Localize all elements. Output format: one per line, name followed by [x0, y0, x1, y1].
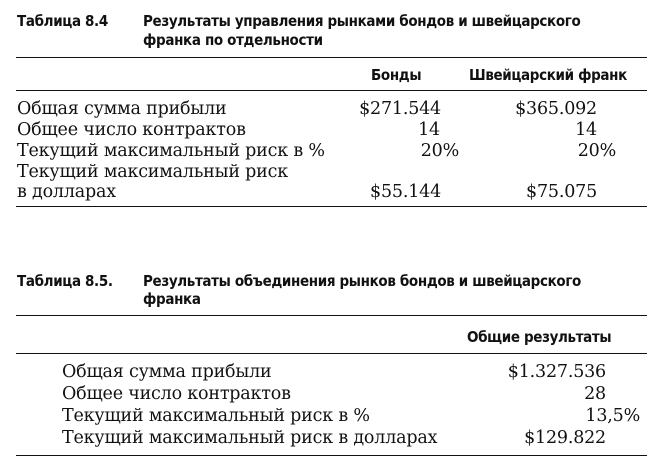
table-1-row-label: Общее число контрактов: [17, 120, 246, 140]
table-2-title-line-1: Результаты объединения рынков бондов и швейцарского: [143, 272, 581, 290]
table-2-row-label: Общее число контрактов: [62, 384, 291, 404]
table-1-cell-franc: 20%: [577, 141, 616, 161]
table-1-cell-franc: $75.075: [526, 182, 597, 202]
table-2-cell-total: 13,5%: [585, 406, 640, 426]
table-1-row-label: Текущий максимальный риск в %: [17, 141, 325, 161]
table-1-cell-bonds: 14: [418, 120, 440, 140]
table-1-header-rule: [16, 90, 647, 91]
table-1-row-label: Общая сумма прибыли: [17, 99, 227, 119]
table-2-bottom-rule: [16, 455, 647, 456]
table-2-cell-total: 28: [584, 384, 606, 404]
table-2-col-header-total: Общие результаты: [467, 328, 612, 346]
table-2-row-label: Текущий максимальный риск в долларах: [62, 428, 438, 448]
table-2-title-line-2: франка: [143, 290, 201, 308]
table-2-row-label: Текущий максимальный риск в %: [62, 406, 370, 426]
table-1-cell-bonds: $55.144: [370, 182, 441, 202]
table-2-top-rule: [16, 315, 647, 316]
table-2-row-label: Общая сумма прибыли: [62, 362, 272, 382]
table-2-label: Таблица 8.5.: [17, 272, 113, 290]
table-1-col-header-franc: Швейцарский франк: [469, 66, 627, 84]
table-2-cell-total: $129.822: [524, 428, 606, 448]
table-1-label: Таблица 8.4: [17, 12, 108, 30]
table-1-cell-bonds: $271.544: [359, 99, 441, 119]
table-1-title-line-2: франка по отдельности: [143, 31, 323, 49]
table-1-bottom-rule: [16, 206, 647, 207]
table-1-title-line-1: Результаты управления рынками бондов и швейцарского: [143, 12, 581, 30]
table-1-cell-bonds: 20%: [420, 141, 459, 161]
table-1-cell-franc: $365.092: [515, 99, 597, 119]
table-1-row-label-line-1: Текущий максимальный риск: [17, 162, 288, 182]
table-2-header-rule: [16, 353, 647, 354]
table-1-col-header-bonds: Бонды: [371, 66, 422, 84]
table-2-cell-total: $1.327.536: [507, 362, 606, 382]
table-1-cell-franc: 14: [575, 120, 597, 140]
table-1-top-rule: [16, 57, 647, 58]
table-1-row-label-line-2: в долларах: [17, 182, 116, 202]
